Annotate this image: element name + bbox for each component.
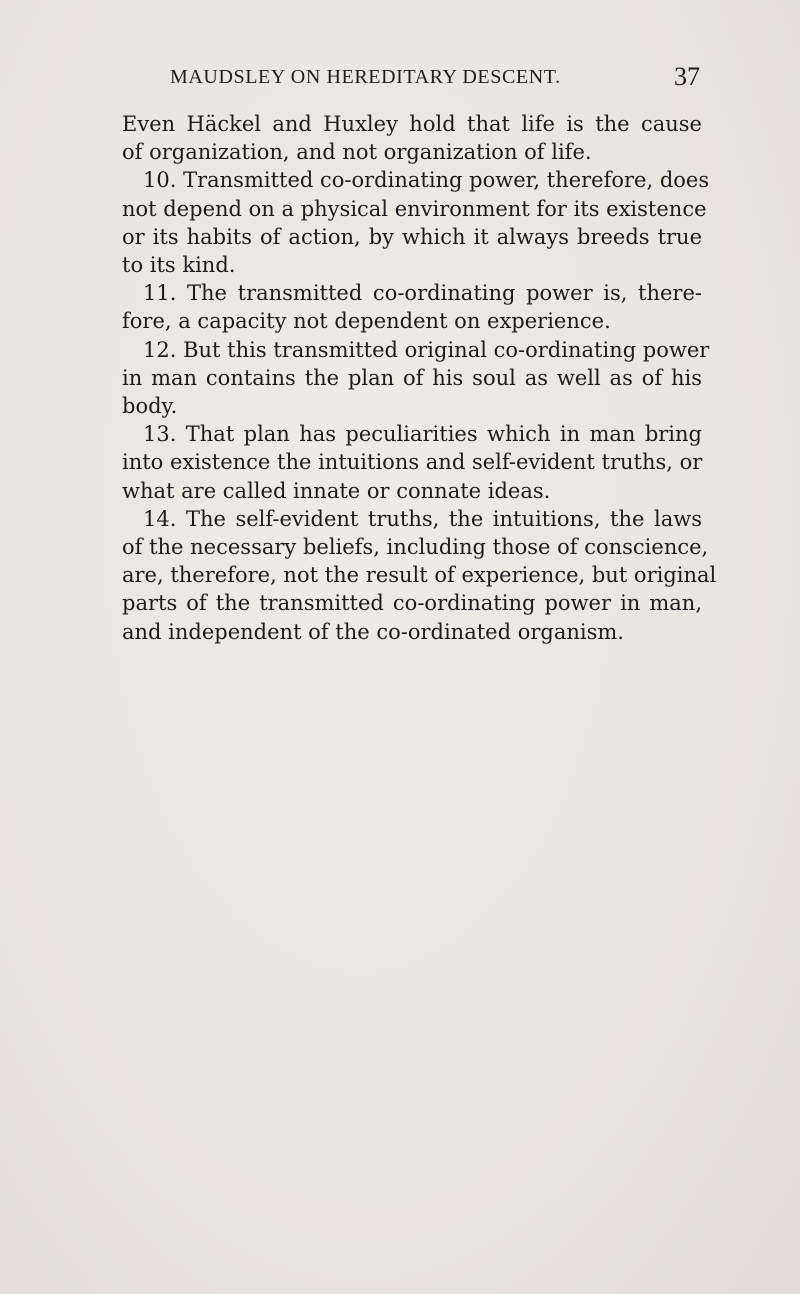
text-line: 12. But this transmitted original co-ordinating power bbox=[143, 337, 710, 362]
text-line: 11. The transmitted co-ordinating power is, there- bbox=[143, 281, 702, 306]
text-line: of the necessary beliefs, including those of conscience, bbox=[122, 535, 709, 560]
text-line: not depend on a physical environment for its existence bbox=[122, 196, 707, 221]
text-line: of organization, and not organization of life. bbox=[122, 140, 592, 165]
text-line: what are called innate or connate ideas. bbox=[122, 478, 551, 503]
page-header bbox=[170, 62, 700, 94]
text-line: 10. Transmitted co-ordinating power, therefore, does bbox=[143, 168, 710, 193]
text-line: body. bbox=[122, 394, 178, 419]
text-line: 14. The self-evident truths, the intuitions, the laws bbox=[143, 506, 702, 531]
text-line: into existence the intuitions and self-evident truths, or bbox=[122, 450, 703, 475]
text-line: fore, a capacity not dependent on experience. bbox=[122, 309, 611, 334]
text-line: Even Häckel and Huxley hold that life is the cause bbox=[122, 112, 702, 136]
page-number: 37 bbox=[674, 62, 700, 91]
text-line: 13. That plan has peculiarities which in man bring bbox=[143, 422, 702, 447]
running-head: MAUDSLEY ON HEREDITARY DESCENT. bbox=[170, 66, 561, 88]
body-text bbox=[122, 110, 717, 646]
text-line: are, therefore, not the result of experience, but original bbox=[122, 563, 717, 588]
text-line: and independent of the co-ordinated organism. bbox=[122, 619, 624, 644]
text-line: to its kind. bbox=[122, 253, 236, 278]
text-line: or its habits of action, by which it always breeds true bbox=[122, 224, 702, 249]
text-line: in man contains the plan of his soul as well as of his bbox=[122, 365, 702, 390]
text-line: parts of the transmitted co-ordinating power in man, bbox=[122, 591, 702, 616]
